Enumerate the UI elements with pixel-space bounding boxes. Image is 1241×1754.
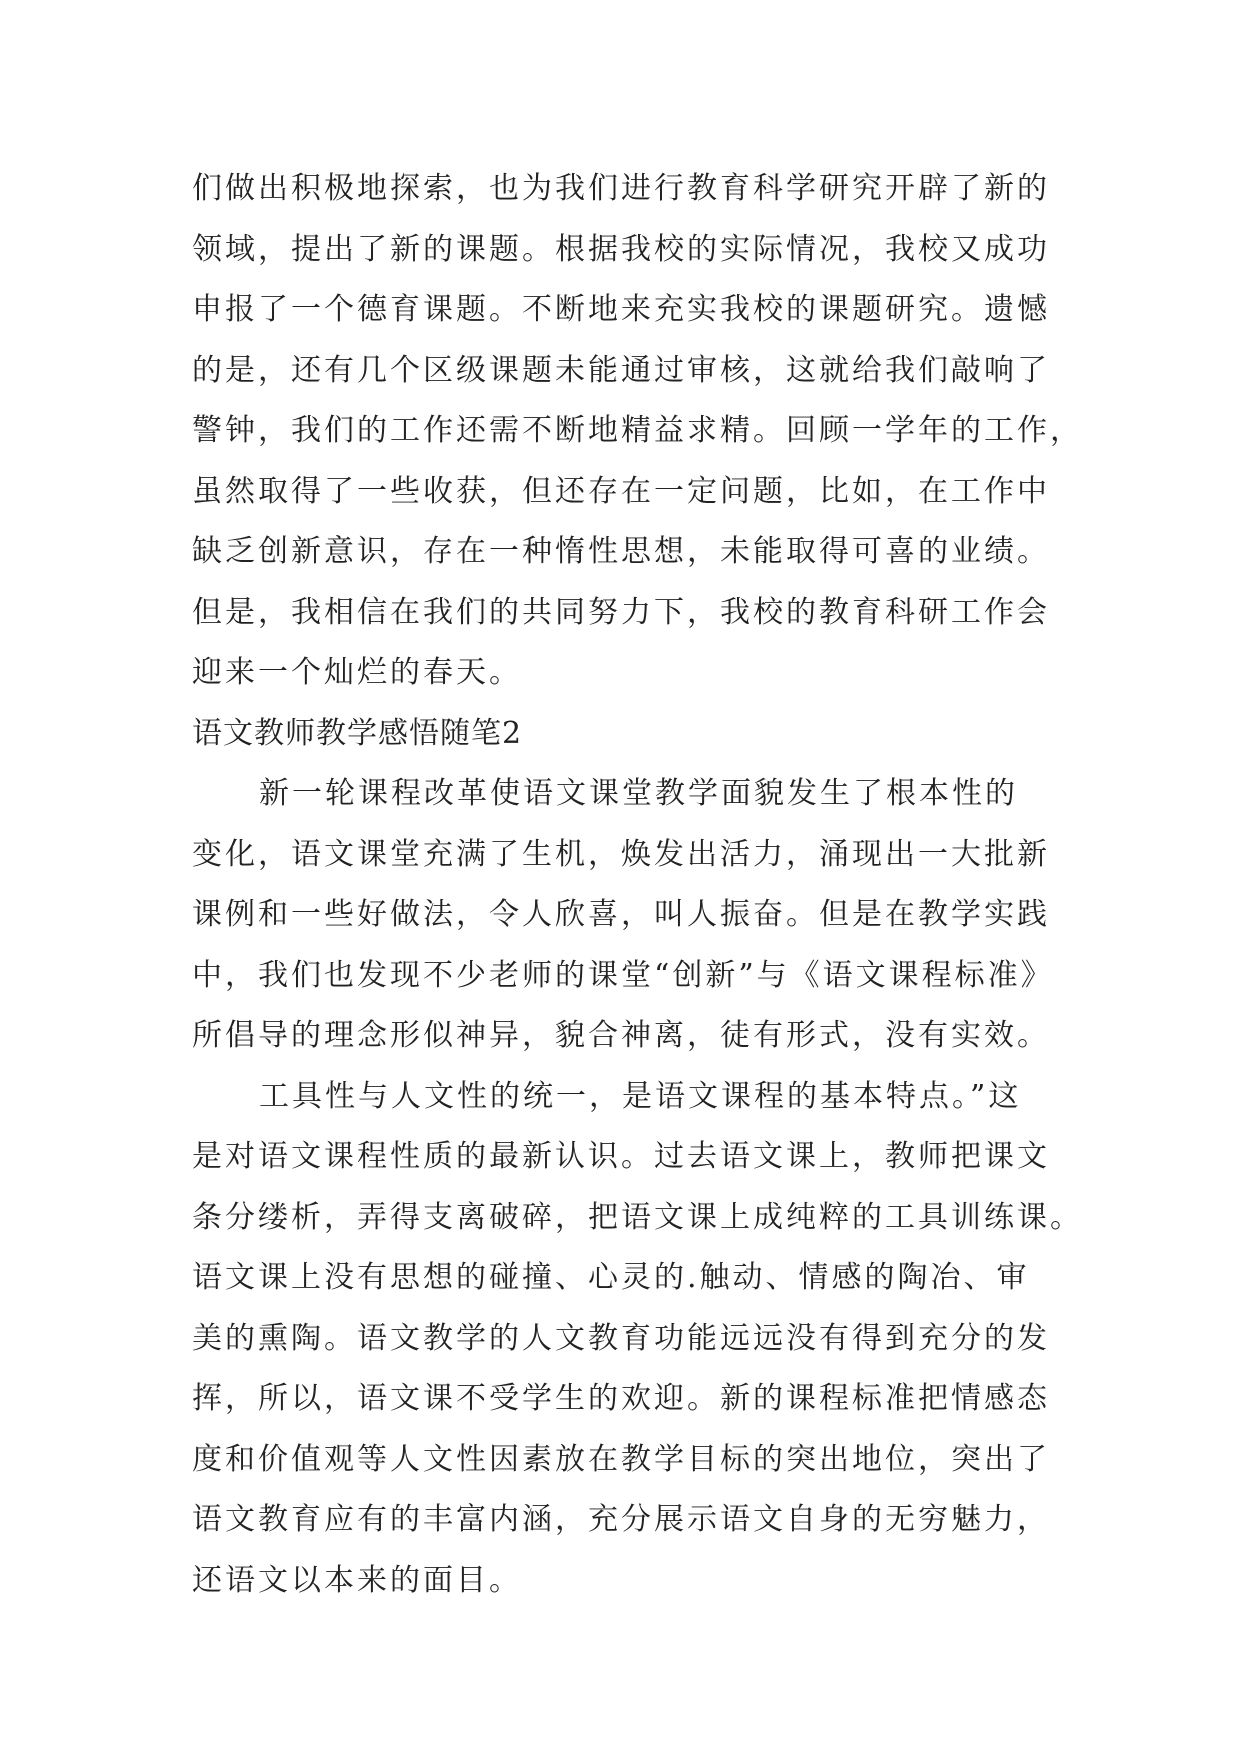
document-body: [192, 159, 1083, 1611]
text-line: 还语文以本来的面目。: [192, 1562, 522, 1598]
text-line: 缺乏创新意识，存在一种惰性思想，未能取得可喜的业绩。: [192, 534, 1050, 569]
text-line: 的是，还有几个区级课题未能通过审核，这就给我们敲响了: [192, 352, 1050, 388]
text-line: 虽然取得了一些收获，但还存在一定问题，比如，在工作中: [192, 473, 1050, 509]
text-line: 领域，提出了新的课题。根据我校的实际情况，我校又成功: [192, 231, 1050, 267]
text-line: 美的熏陶。语文教学的人文教育功能远远没有得到充分的发: [192, 1320, 1050, 1356]
text-line: 迎来一个灿烂的春天。: [192, 655, 522, 690]
text-line: 语文课上没有思想的碰撞、心灵的.触动、情感的陶冶、审: [192, 1260, 1030, 1295]
text-line: 们做出积极地探索，也为我们进行教育科学研究开辟了新的: [192, 171, 1050, 206]
text-line: 条分缕析，弄得支离破碎，把语文课上成纯粹的工具训练课。: [192, 1199, 1083, 1235]
text-line: 所倡导的理念形似神异，貌合神离，徒有形式，没有实效。: [192, 1018, 1050, 1053]
text-line: 中，我们也发现不少老师的课堂“创新”与《语文课程标准》: [192, 957, 1054, 993]
paragraph-first-line: 新一轮课程改革使语文课堂教学面貌发生了根本性的: [259, 776, 1018, 811]
text-line: 课例和一些好做法，令人欣喜，叫人振奋。但是在教学实践: [192, 897, 1050, 932]
text-line: 挥，所以，语文课不受学生的欢迎。新的课程标准把情感态: [192, 1381, 1050, 1416]
text-line: 度和价值观等人文性因素放在教学目标的突出地位，突出了: [192, 1441, 1050, 1477]
text-line: 是对语文课程性质的最新认识。过去语文课上，教师把课文: [192, 1139, 1050, 1174]
paragraph-first-line: 工具性与人文性的统一，是语文课程的基本特点。”这: [259, 1078, 1022, 1114]
text-line: 申报了一个德育课题。不断地来充实我校的课题研究。遗憾: [192, 292, 1050, 327]
text-line: 警钟，我们的工作还需不断地精益求精。回顾一学年的工作，: [192, 413, 1083, 448]
section-title: 语文教师教学感悟随笔2: [192, 715, 523, 751]
text-line: 变化，语文课堂充满了生机，焕发出活力，涌现出一大批新: [192, 836, 1050, 872]
text-line: 但是，我相信在我们的共同努力下，我校的教育科研工作会: [192, 594, 1050, 630]
text-line: 语文教育应有的丰富内涵，充分展示语文自身的无穷魅力，: [192, 1502, 1050, 1537]
